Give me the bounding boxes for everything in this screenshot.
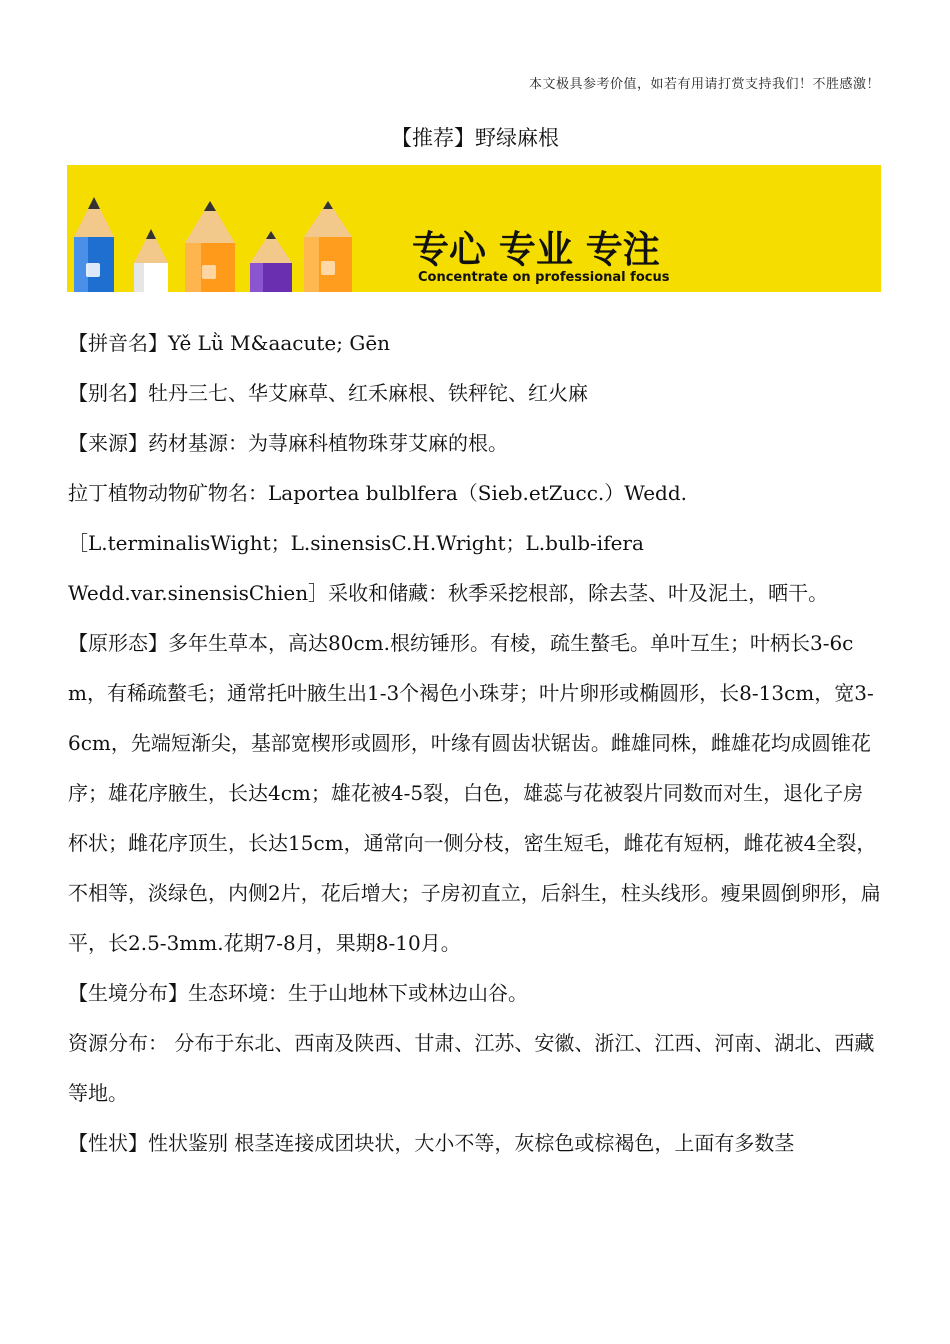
distribution-paragraph: 资源分布： 分布于东北、西南及陕西、甘肃、江苏、安徽、浙江、江西、河南、湖北、西藏等地。 (68, 1031, 875, 1105)
document-body (68, 318, 883, 1168)
pencil-white-icon (134, 229, 168, 292)
character-paragraph: 【性状】性状鉴别 根茎连接成团块状，大小不等，灰棕色或棕褐色，上面有多数茎 (68, 1131, 795, 1155)
banner-slogan: 专心 专业 专注 (412, 228, 660, 271)
pencil-orange-icon (185, 201, 235, 292)
latin-name-line-3: Wedd.var.sinensisChien］采收和储藏：秋季采挖根部，除去茎、叶及泥土，晒干。 (68, 581, 829, 605)
banner (67, 165, 881, 292)
pencil-purple-icon (250, 231, 292, 292)
latin-name-line-2: ［L.terminalisWight；L.sinensisC.H.Wright；L.bulb-ifera (68, 531, 644, 555)
latin-name-line-1: 拉丁植物动物矿物名：Laportea bulblfera（Sieb.etZucc.）Wedd. (68, 481, 687, 505)
pencils-illustration (67, 165, 881, 292)
habitat-paragraph: 【生境分布】生态环境：生于山地林下或林边山谷。 (68, 981, 528, 1005)
header-note: 本文极具参考价值，如若有用请打赏支持我们！不胜感激！ (528, 77, 880, 92)
source-paragraph: 【来源】药材基源：为荨麻科植物珠芽艾麻的根。 (68, 431, 508, 455)
alias-paragraph: 【别名】牡丹三七、华艾麻草、红禾麻根、铁秤铊、红火麻 (68, 381, 588, 405)
pencil-orange-tall-icon (304, 201, 352, 292)
pencil-blue-icon (74, 197, 114, 292)
banner-subtitle: Concentrate on professional focus (418, 270, 670, 285)
pinyin-paragraph: 【拼音名】Yě Lǜ M&aacute; Gēn (68, 331, 391, 355)
morphology-paragraph: 【原形态】多年生草本，高达80cm.根纺锤形。有棱，疏生螯毛。单叶互生；叶柄长3-6cm，有稀疏螯毛；通常托叶腋生出1-3个褐色小珠芽；叶片卵形或椭圆形，长8-13cm，宽3-6cm，先端短渐尖，基部宽楔形或圆形，叶缘有圆齿状锯齿。雌雄同株，雌雄花均成圆锥花序；雄花序腋生，长达4cm；雄花被4-5裂，白色，雄蕊与花被裂片同数而对生，退化子房杯状；雌花序顶生，长达15cm，通常向一侧分枝，密生短毛，雌花有短柄，雌花被4全裂，不相等，淡绿色，内侧2片，花后增大；子房初直立，后斜生，柱头线形。瘦果圆倒卵形，扁平，长2.5-3mm.花期7-8月，果期8-10月。 (68, 631, 881, 955)
page-title: 【推荐】野绿麻根 (391, 126, 559, 150)
